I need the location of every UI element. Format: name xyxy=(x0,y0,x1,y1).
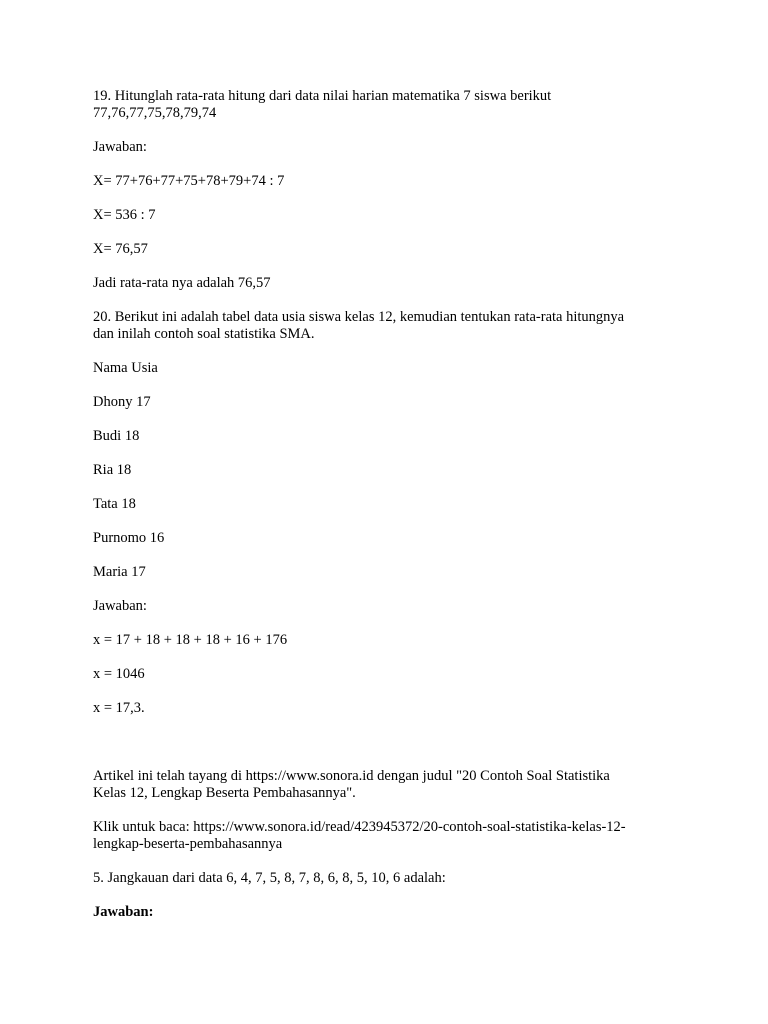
source-attribution xyxy=(93,768,693,802)
q19-question-line2: 77,76,77,75,78,79,74 xyxy=(93,105,217,121)
q20-step3: x = 17,3. xyxy=(93,700,145,716)
source-link-line1: Klik untuk baca: https://www.sonora.id/read/423945372/20-contoh-soal-statistika-kelas-12- xyxy=(93,819,626,835)
source-link xyxy=(93,819,693,853)
q20-answer-label: Jawaban: xyxy=(93,598,147,614)
source-line2: Kelas 12, Lengkap Beserta Pembahasannya". xyxy=(93,785,356,801)
q20-row-dhony: Dhony 17 xyxy=(93,394,151,410)
q19-conclusion: Jadi rata-rata nya adalah 76,57 xyxy=(93,275,271,291)
q20-row-maria: Maria 17 xyxy=(93,564,146,580)
q19-step3: X= 76,57 xyxy=(93,241,148,257)
q19-answer-label: Jawaban: xyxy=(93,139,147,155)
q19-step2: X= 536 : 7 xyxy=(93,207,156,223)
document-page xyxy=(93,88,693,938)
q20-row-purnomo: Purnomo 16 xyxy=(93,530,165,546)
q5-answer-label: Jawaban: xyxy=(93,904,154,920)
q19-question xyxy=(93,88,693,122)
q20-table-header: Nama Usia xyxy=(93,360,158,376)
q20-question-line1: 20. Berikut ini adalah tabel data usia siswa kelas 12, kemudian tentukan rata-rata hitungnya xyxy=(93,309,625,325)
q20-step1: x = 17 + 18 + 18 + 18 + 16 + 176 xyxy=(93,632,288,648)
q20-row-tata: Tata 18 xyxy=(93,496,136,512)
q20-row-ria: Ria 18 xyxy=(93,462,132,478)
source-line1: Artikel ini telah tayang di https://www.sonora.id dengan judul "20 Contoh Soal Statistika xyxy=(93,768,610,784)
q20-question xyxy=(93,309,693,343)
q19-step1: X= 77+76+77+75+78+79+74 : 7 xyxy=(93,173,285,189)
q20-row-budi: Budi 18 xyxy=(93,428,140,444)
q5-question: 5. Jangkauan dari data 6, 4, 7, 5, 8, 7, 8, 6, 8, 5, 10, 6 adalah: xyxy=(93,870,446,886)
q19-question-line1: 19. Hitunglah rata-rata hitung dari data nilai harian matematika 7 siswa berikut xyxy=(93,88,552,104)
source-link-line2: lengkap-beserta-pembahasannya xyxy=(93,836,283,852)
q20-question-line2: dan inilah contoh soal statistika SMA. xyxy=(93,326,315,342)
q20-step2: x = 1046 xyxy=(93,666,145,682)
